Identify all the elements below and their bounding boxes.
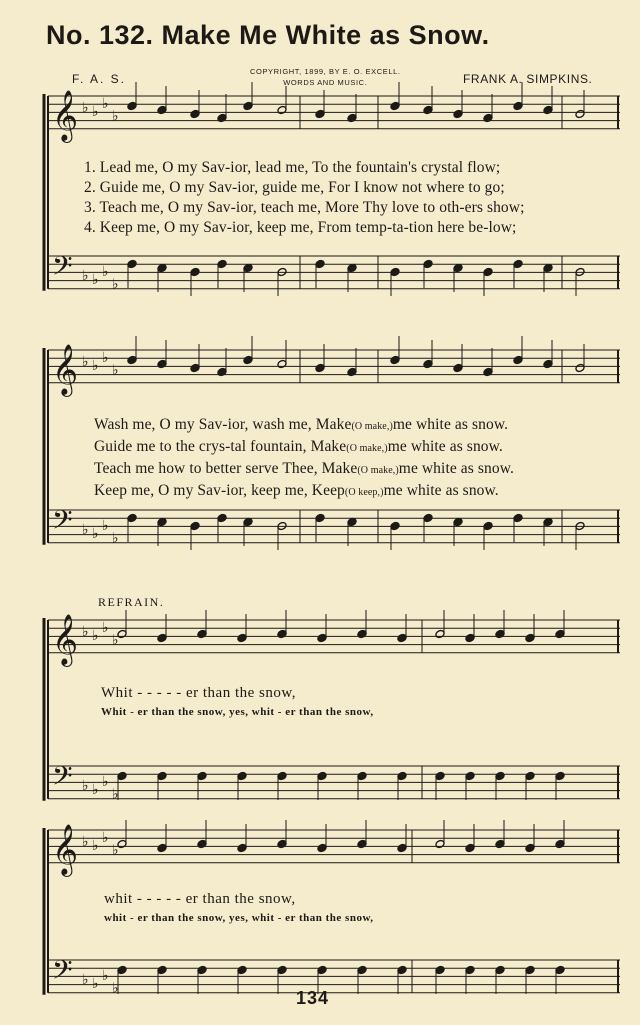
flat-icon: ♭ [92, 526, 99, 543]
flat-icon: ♭ [92, 838, 99, 855]
flat-icon: ♭ [102, 264, 109, 280]
flat-icon: ♭ [102, 830, 109, 846]
flat-icon: ♭ [112, 842, 119, 859]
flat-icon: ♭ [92, 272, 99, 289]
lyric-line: 2. Guide me, O my Sav-ior, guide me, For I know not where to go; [84, 179, 505, 196]
flat-icon: ♭ [92, 628, 99, 645]
author-initials: F. A. S. [72, 72, 127, 86]
flat-icon: ♭ [92, 976, 99, 993]
flat-icon: ♭ [82, 834, 89, 851]
lyric-line: Keep me, O my Sav-ior, keep me, Keep(O keep,)me white as snow. [94, 482, 499, 499]
flat-icon: ♭ [82, 268, 89, 285]
flat-icon: ♭ [112, 980, 119, 997]
refrain-lyric-main-1: Whit - - - - - er than the snow, [101, 685, 296, 701]
treble-clef-icon: 𝄞 [52, 344, 79, 395]
lyric-line: 3. Teach me, O my Sav-ior, teach me, More Thy love to oth-ers show; [84, 199, 525, 216]
flat-icon: ♭ [82, 778, 89, 795]
flat-icon: ♭ [82, 522, 89, 539]
flat-icon: ♭ [92, 104, 99, 121]
page-number: 134 [296, 988, 330, 1008]
flat-icon: ♭ [82, 100, 89, 117]
flat-icon: ♭ [112, 276, 119, 293]
hymn-title: No. 132. Make Me White as Snow. [46, 20, 490, 50]
treble-clef-icon: 𝄞 [52, 824, 79, 875]
lyric-line: Wash me, O my Sav-ior, wash me, Make(O make,)me white as snow. [94, 416, 509, 433]
treble-clef-icon: 𝄞 [52, 90, 79, 141]
flat-icon: ♭ [112, 786, 119, 803]
flat-icon: ♭ [102, 350, 109, 366]
composer-name: FRANK A. SIMPKINS. [463, 72, 593, 86]
flat-icon: ♭ [92, 782, 99, 799]
lyric-line: Guide me to the crys-tal fountain, Make(O make,)me white as snow. [94, 438, 503, 455]
refrain-lyric-sub-2: whit - er than the snow, yes, whit - er than the snow, [104, 912, 374, 924]
flat-icon: ♭ [102, 774, 109, 790]
verse-lyrics-2 [94, 415, 514, 503]
flat-icon: ♭ [112, 108, 119, 125]
flat-icon: ♭ [92, 358, 99, 375]
bass-clef-icon: 𝄢 [52, 250, 73, 288]
lyric-line: 4. Keep me, O my Sav-ior, keep me, From temp-ta-tion here be-low; [84, 219, 517, 236]
treble-clef-icon: 𝄞 [52, 614, 79, 665]
flat-icon: ♭ [102, 96, 109, 112]
flat-icon: ♭ [82, 972, 89, 989]
flat-icon: ♭ [102, 620, 109, 636]
flat-icon: ♭ [82, 624, 89, 641]
bass-clef-icon: 𝄢 [52, 954, 73, 992]
bass-clef-icon: 𝄢 [52, 760, 73, 798]
verse-lyrics-1 [84, 158, 524, 238]
lyric-line: 1. Lead me, O my Sav-ior, lead me, To the fountain's crystal flow; [84, 159, 501, 176]
flat-icon: ♭ [112, 362, 119, 379]
bass-clef-icon: 𝄢 [52, 504, 73, 542]
lyric-line: Teach me how to better serve Thee, Make(O make,)me white as snow. [94, 460, 514, 477]
flat-icon: ♭ [102, 518, 109, 534]
refrain-lyric-main-2: whit - - - - - er than the snow, [104, 891, 296, 907]
flat-icon: ♭ [102, 968, 109, 984]
copyright-line-2: WORDS AND MUSIC. [283, 78, 368, 87]
copyright-line-1: COPYRIGHT, 1899, BY E. O. EXCELL. [250, 67, 401, 76]
refrain-lyric-sub-1: Whit - er than the snow, yes, whit - er than the snow, [101, 706, 374, 718]
flat-icon: ♭ [112, 632, 119, 649]
refrain-label: REFRAIN. [98, 595, 165, 609]
flat-icon: ♭ [112, 530, 119, 547]
flat-icon: ♭ [82, 354, 89, 371]
